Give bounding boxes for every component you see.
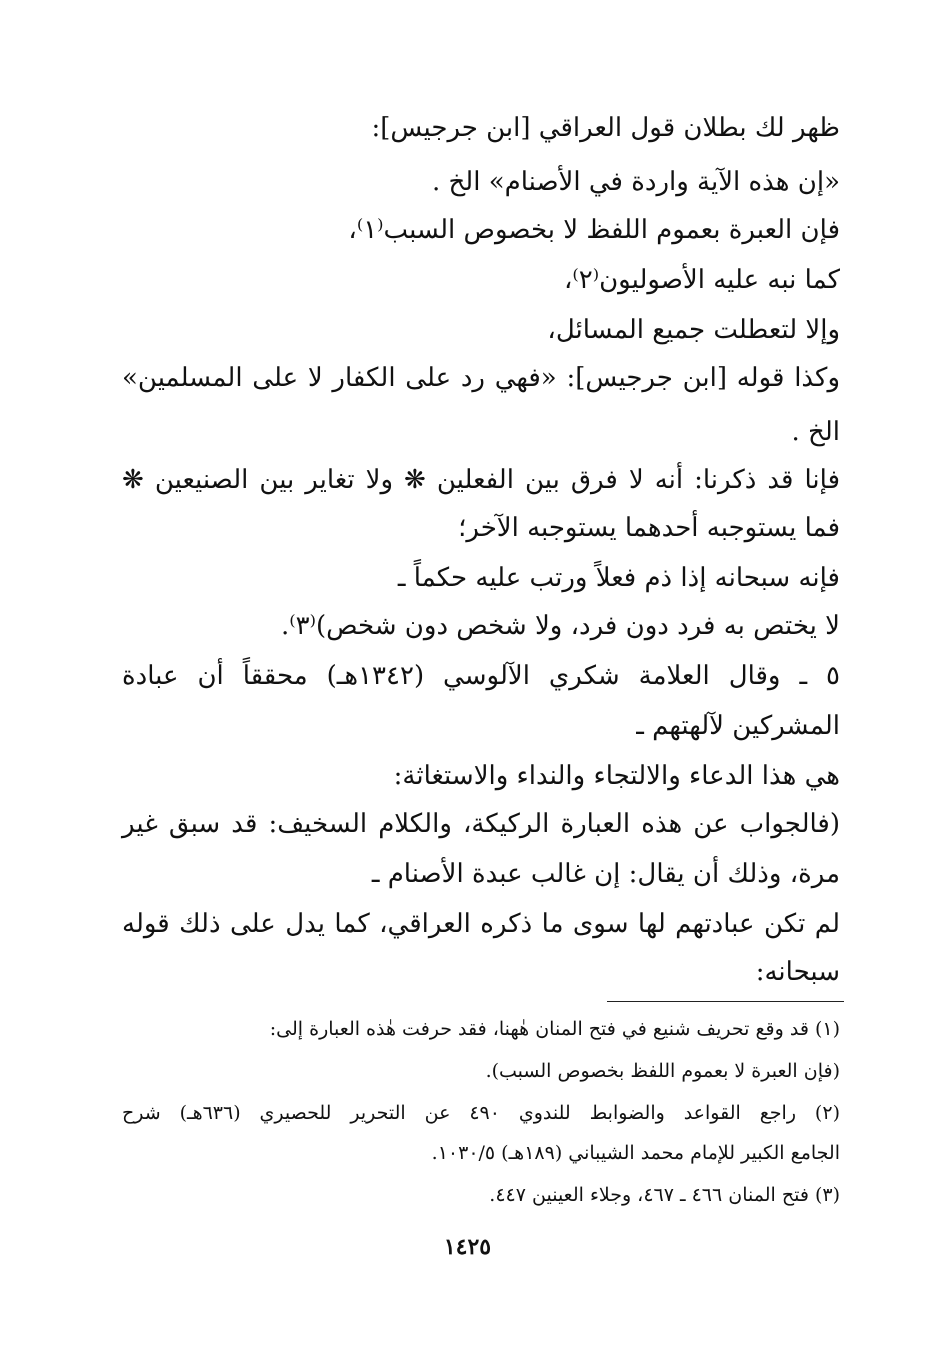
text-line-17: لم تكن عبادتهم لها سوى ما ذكره العراقي، كما يدل على ذلك قوله xyxy=(122,909,840,939)
text-line-8: فإنا قد ذكرنا: أنه لا فرق بين الفعلين ❋ ولا تغاير بين الصنيعين ❋ xyxy=(122,465,840,495)
text-line-18: سبحانه: xyxy=(755,957,840,987)
text-line-14: هي هذا الدعاء والالتجاء والنداء والاستغاثة: xyxy=(393,761,840,791)
page-number: ١٤٢٥ xyxy=(443,1234,492,1260)
text-line-3: فإن العبرة بعموم اللفظ لا بخصوص السبب⁽١⁾، xyxy=(348,215,840,245)
text-line-15: (فالجواب عن هذه العبارة الركيكة، والكلام السخيف: قد سبق غير xyxy=(122,809,840,839)
text-line-9: فما يستوجبه أحدهما يستوجبه الآخر؛ xyxy=(458,513,840,543)
footnote-3: (٣) فتح المنان ٤٦٦ ـ ٤٦٧، وجلاء العينين ٤٤٧. xyxy=(489,1184,840,1206)
footnote-2-line-1: (٢) راجع القواعد والضوابط للندوي ٤٩٠ عن التحرير للحصيري (٦٣٦هـ) شرح xyxy=(122,1102,840,1124)
text-line-4: كما نبه عليه الأصوليون⁽٢⁾، xyxy=(563,265,840,295)
text-line-12: ٥ ـ وقال العلامة شكري الآلوسي (١٣٤٢هـ) محققاً أن عبادة xyxy=(122,661,840,691)
footnote-2-line-2: الجامع الكبير للإمام محمد الشيباني (١٨٩هـ) ١٠٣٠/٥. xyxy=(431,1142,840,1164)
text-line-6: وكذا قوله [ابن جرجيس]: «فهي رد على الكفار لا على المسلمين» xyxy=(122,363,840,393)
text-line-16: مرة، وذلك أن يقال: إن غالب عبدة الأصنام ـ xyxy=(371,859,840,889)
text-line-11: لا يختص به فرد دون فرد، ولا شخص دون شخص)⁽٣⁾. xyxy=(280,611,840,641)
footnote-1-line-2: (فإن العبرة لا بعموم اللفظ بخصوص السبب). xyxy=(485,1060,840,1082)
text-line-13: المشركين لآلهتهم ـ xyxy=(636,711,840,741)
text-line-2: «إن هذه الآية واردة في الأصنام» الخ . xyxy=(431,167,840,197)
text-line-10: فإنه سبحانه إذا ذم فعلاً ورتب عليه حكماً ـ xyxy=(397,563,840,593)
footnote-1-line-1: (١) قد وقع تحريف شنيع في فتح المنان هٰهنا، فقد حرفت هٰذه العبارة إلى: xyxy=(269,1018,840,1040)
text-line-7: الخ . xyxy=(791,417,840,447)
text-line-1: ظهر لك بطلان قول العراقي [ابن جرجيس]: xyxy=(371,113,840,143)
text-line-5: وإلا لتعطلت جميع المسائل، xyxy=(547,315,840,345)
footnote-separator xyxy=(607,1001,844,1002)
